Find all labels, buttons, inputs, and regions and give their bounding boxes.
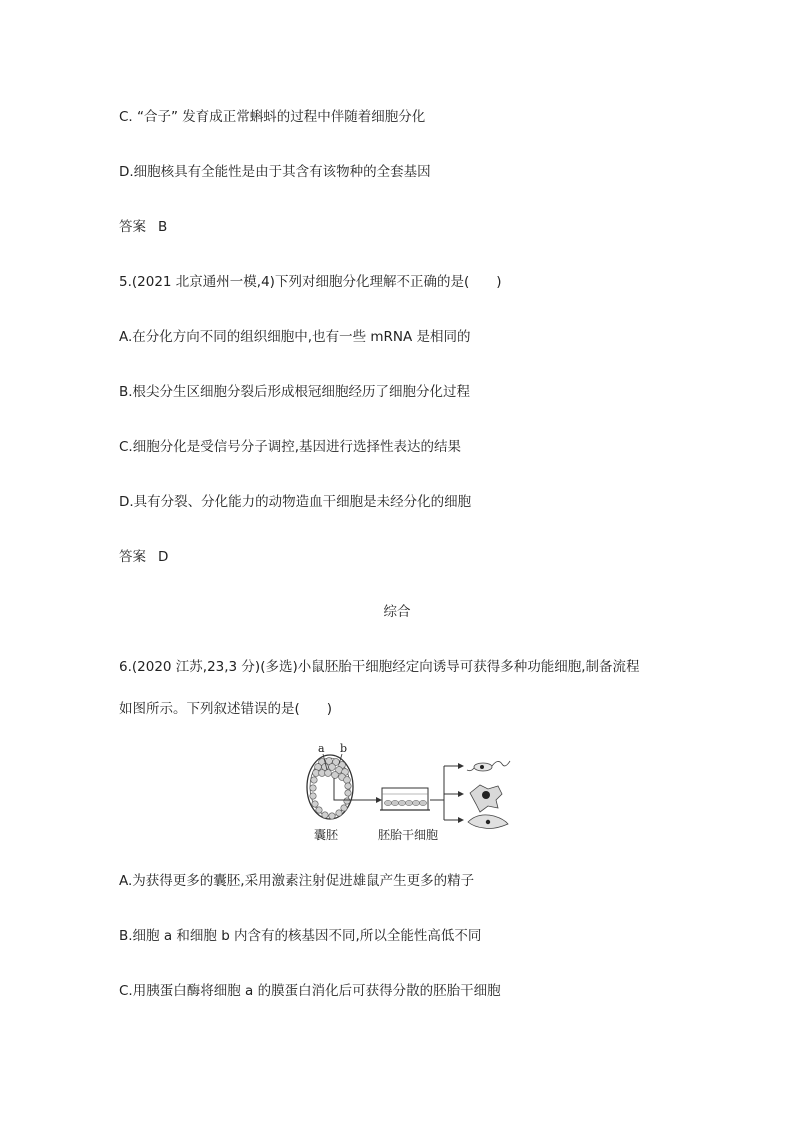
q5-option-b: B.根尖分生区细胞分裂后形成根冠细胞经历了细胞分化过程 xyxy=(119,384,471,400)
q5-answer xyxy=(119,547,180,567)
blastocyst-diagram xyxy=(307,742,353,819)
q6-option-a: A.为获得更多的囊胚,采用激素注射促进雄鼠产生更多的精子 xyxy=(119,873,475,889)
sperm-like-cell-icon xyxy=(467,761,510,771)
q5-option-a: A.在分化方向不同的组织细胞中,也有一些 mRNA 是相同的 xyxy=(119,329,471,345)
label-b: b xyxy=(340,742,348,755)
q4-option-c: C. “合子” 发育成正常蝌蚪的过程中伴随着细胞分化 xyxy=(119,109,426,125)
branch-arrows xyxy=(430,763,464,823)
q5-option-d: D.具有分裂、分化能力的动物造血干细胞是未经分化的细胞 xyxy=(119,494,472,510)
culture-dish-icon xyxy=(380,788,430,810)
answer-label: 答案 xyxy=(119,549,146,565)
stellate-cell-icon xyxy=(470,785,502,812)
section-title: 综合 xyxy=(383,604,411,620)
q5-option-c: C.细胞分化是受信号分子调控,基因进行选择性表达的结果 xyxy=(119,439,462,455)
answer-value: D xyxy=(158,549,169,565)
caption-es-cells: 胚胎干细胞 xyxy=(378,828,439,842)
spindle-cell-icon xyxy=(468,815,508,829)
caption-blastocyst: 囊胚 xyxy=(314,828,339,842)
q5-stem: 5.(2021 北京通州一模,4)下列对细胞分化理解不正确的是( ) xyxy=(119,274,502,290)
label-a: a xyxy=(318,742,325,755)
figure-svg xyxy=(300,740,512,844)
answer-label: 答案 xyxy=(119,219,146,235)
embryonic-stem-cell-figure xyxy=(300,740,512,844)
q4-option-d: D.细胞核具有全能性是由于其含有该物种的全套基因 xyxy=(119,164,431,180)
q6-option-c: C.用胰蛋白酶将细胞 a 的膜蛋白消化后可获得分散的胚胎干细胞 xyxy=(119,983,501,999)
q6-stem-line-2: 如图所示。下列叙述错误的是( ) xyxy=(119,701,333,717)
q6-option-b: B.细胞 a 和细胞 b 内含有的核基因不同,所以全能性高低不同 xyxy=(119,928,482,944)
q4-answer xyxy=(119,217,179,237)
answer-value: B xyxy=(158,219,168,235)
q6-stem-line-1: 6.(2020 江苏,23,3 分)(多选)小鼠胚胎干细胞经定向诱导可获得多种功能细胞,制备流程 xyxy=(119,659,640,675)
